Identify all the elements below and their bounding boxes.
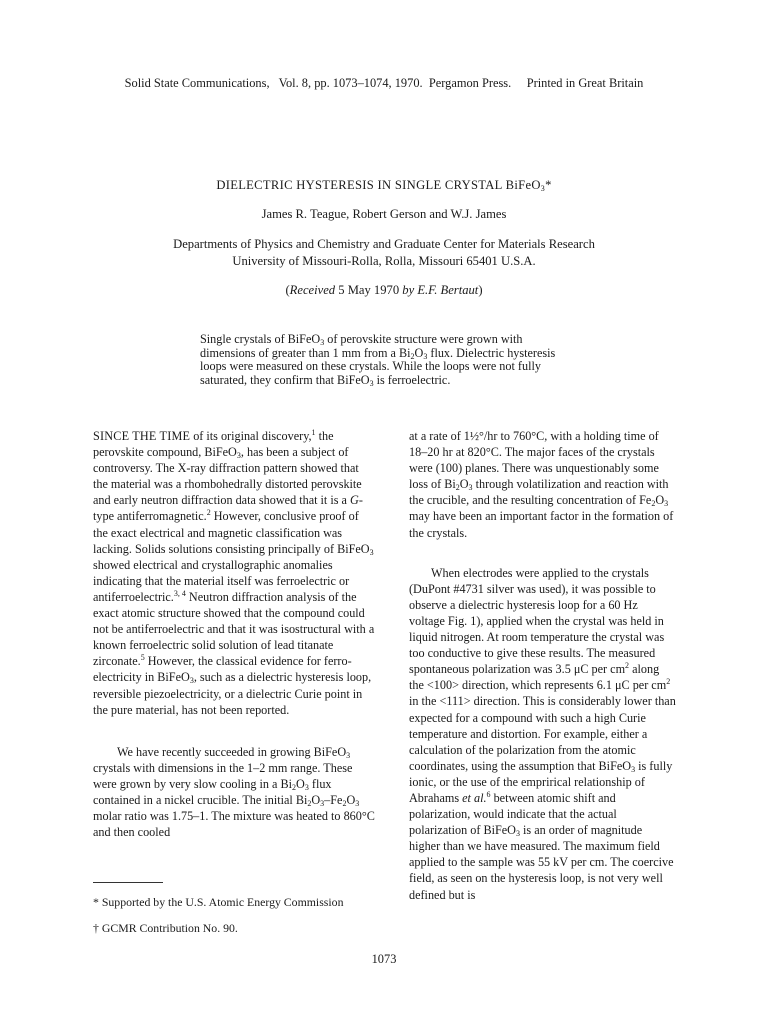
- journal-volume: Vol. 8, pp. 1073–1074, 1970.: [278, 76, 423, 90]
- printed-in: Printed in Great Britain: [526, 76, 644, 90]
- footnote-1: * Supported by the U.S. Atomic Energy Commission: [93, 895, 344, 909]
- paper-title: DIELECTRIC HYSTERESIS IN SINGLE CRYSTAL BiFeO$_3$*: [216, 178, 552, 193]
- abstract: Single crystals of BiFeO$_3$ of perovskite structure were grown with dimensions of greater than 1 mm from a $Bi_2O_3$ flux. Dielectric hysteresis loops were measured on these crystals. While the loops were not fully saturated, they confirm that BiFeO$_3$ is ferroelectric.: [200, 332, 556, 388]
- page-number: 1073: [371, 952, 397, 966]
- footnote-divider: [93, 882, 163, 883]
- body-paragraph: at a rate of 1½°/hr to 760°C, with a holding time of 18–20 hr at 820°C. The major faces of the crystals were (100) planes. There was unquestionably some loss of $Bi_2O_3$ through volatilization and reaction with the crucible, and the resulting concentration of $Fe_2O_3$ may have been an important factor in the formation of the crystals.: [409, 429, 674, 540]
- footnote-2: † GCMR Contribution No. 90.: [93, 921, 238, 935]
- paper-authors: James R. Teague, Robert Gerson and W.J. James: [261, 207, 507, 221]
- left-column: [93, 428, 376, 840]
- journal-name: Solid State Communications,: [124, 76, 270, 90]
- affiliation-line-1: Departments of Physics and Chemistry and Graduate Center for Materials Research: [173, 237, 595, 251]
- received-date: (Received 5 May 1970 by E.F. Bertaut): [285, 283, 483, 297]
- right-column: [409, 428, 676, 903]
- publisher: Pergamon Press.: [428, 76, 512, 90]
- body-paragraph: We have recently succeeded in growing BiFeO$_3$ crystals with dimensions in the 1–2 mm range. These were grown by very slow cooling in a $Bi_2O_3$ flux contained in a nickel crucible. The initial $Bi_2O_3-Fe_2O_3$ molar ratio was 1.75–1. The mixture was heated to 860°C and then cooled: [93, 744, 375, 840]
- affiliation-line-2: University of Missouri-Rolla, Rolla, Missouri 65401 U.S.A.: [232, 254, 536, 268]
- journal-header: [0, 76, 768, 91]
- body-paragraph: When electrodes were applied to the crystals (DuPont #4731 silver was used), it was possible to observe a dielectric hysteresis loop for a 60 Hz voltage Fig. 1), applied when the crystal was held in liquid nitrogen. At room temperature the crystal was too conductive to give these results. The measured spontaneous polarization was 3.5 μC per $cm^2$ along the <100> direction, which represents 6.1 μC per $cm^2$ in the <111> direction. This is considerably lower than expected for a compound with such a high Curie temperature and distortion. For example, either a calculation of the polarization from the atomic coordinates, using the assumption that BiFeO$_3$ is fully ionic, or the use of the emprirical relationship of Abrahams et al.$^6$ between atomic shift and polarization, would indicate that the actual polarization of BiFeO$_3$ is an order of magnitude higher than we have measured. The maximum field applied to the sample was 55 kV per cm. The coercive field, as seen on the hysteresis loop, is not very well defined but is: [409, 565, 676, 902]
- body-paragraph: SINCE THE TIME of its original discovery,$^1$ the perovskite compound, BiFeO$_3$, has been a subject of controversy. The X-ray diffraction pattern showed that the material was a rhombohedrally distorted perovskite and early neutron diffraction data showed that it is a G-type antiferromagnetic.$^2$ However, conclusive proof of the exact electrical and magnetic classification was lacking. Solids solutions consisting principally of BiFeO$_3$ showed electrical and crystallographic anomalies indicating that the material itself was ferroelectric or antiferroelectric.$^{3, 4}$ Neutron diffraction analysis of the exact atomic structure showed that the compound could not be antiferroelectric and that it was isostructural with a known ferroelectric solid solution of lead titanate zirconate.$^5$ However, the classical evidence for ferro-electricity in BiFeO$_3$, such as a dielectric hysteresis loop, reversible piezoelectricity, or a dielectric Curie point in the pure material, has not been reported.: [93, 428, 375, 717]
- affiliation: [0, 236, 768, 270]
